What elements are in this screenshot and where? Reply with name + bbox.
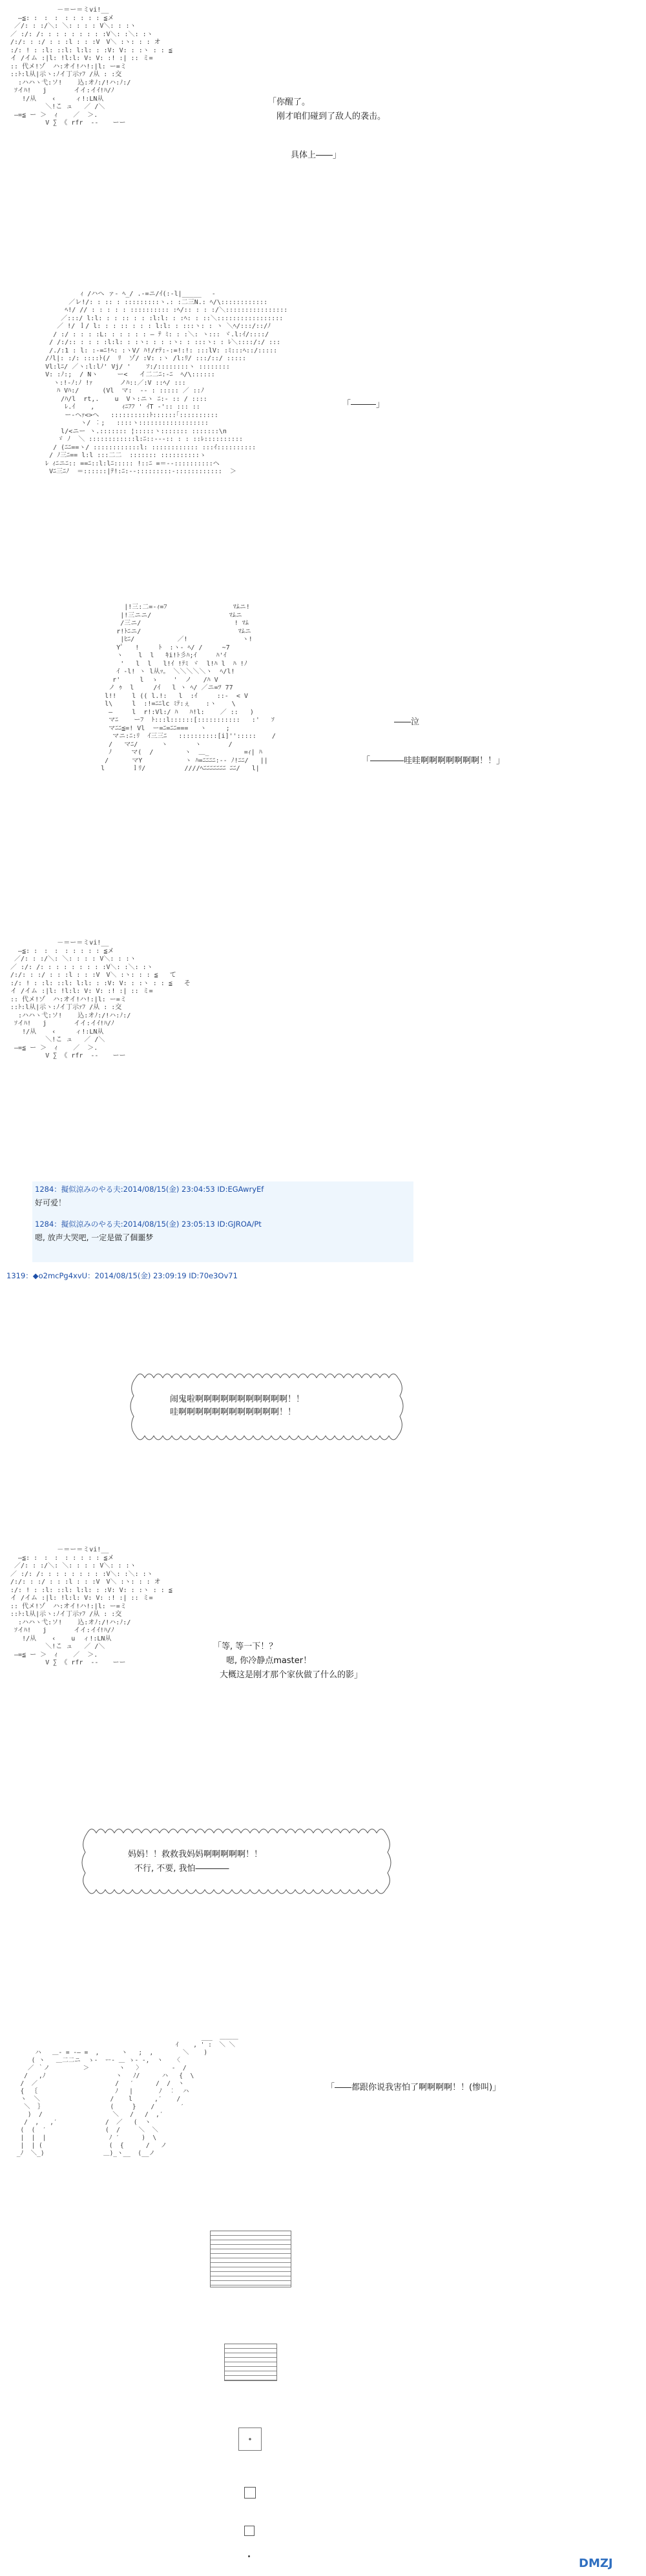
- bubble-frame: [78, 1824, 401, 1900]
- post-meta: 1319：◆o2mcPg4xvU：2014/08/15(金) 23:09:19 ID:70e3Ov71: [6, 1271, 238, 1280]
- dialogue-wait: 「等, 等一下！？: [213, 1642, 278, 1651]
- bubble-1-line-1: 闹鬼啦啊啊啊啊啊啊啊啊啊啊啊！！: [170, 1395, 305, 1404]
- bubble-2-line-1: 妈妈！！救救我妈妈啊啊啊啊啊！！: [128, 1850, 263, 1859]
- shout-bubble-mama: [78, 1824, 401, 1900]
- fade-square-2: [224, 2344, 277, 2381]
- dialogue-enemy-attack: 刚才咱们碰到了敌人的袭击。: [276, 112, 386, 121]
- fade-square-3: [238, 2428, 262, 2451]
- dialogue-you-woke-up: 「你醒了。: [268, 97, 311, 107]
- comment-2-body: 嗯, 放声大哭吧, 一定是做了個噩梦: [35, 1233, 154, 1242]
- ascii-art-character-awake: －＝ー＝ミvi!__ ―≦: : : : : : : : : ≦メ ／/: : :/＼: ＼: : : : V＼: : :ヽ ／ :/: /: : : : : : : : :V＼: :＼: :ヽ /:/: : :/ : : :l : : :V V＼ :ヽ: : : オ :/: ! : :l: ::l: l:l: : :V: V: : :ヽ : : ≦ イ /イム :|l: !l:l: V: V: :! :| :: ミ= :: 代メ!ゾ ハ:オイ!ハ!:|l: ー=ミ ::ﾄ:l从|示ヽ:ﾉイ丁示ｧﾌ /从 : :交 :ハハヽ弋:ソ! 込:オﾉ:/!ハ:ﾉ:/ ｿイﾊ! j イイ:イｲ!ﾊ/ﾉ !/从 ‹ ィ!:LN从 ＼!こ ュ ／ /＼ ―=≦ ー ＞ ｨ ／ ＞. V ∑ 《 rfr ‐‐ ーー: [10, 6, 172, 127]
- watermark-text: DMZJ: [579, 2557, 613, 2570]
- dialogue-wailing: 「――――哇哇啊啊啊啊啊啊啊！！」: [362, 756, 505, 766]
- ascii-art-struggle: ___ ＿＿＿ ｲ , ' : ＼ ＼ ハ ＿- = -― = , ヽ ; , ＼ ) ( ヽ ＿二二ニ ゝ‐ ー- ＿ ゝ‐ -, ヽ 〈 ／ ｀ノ ＞ ヽ 〉 ‐ / / ,ﾉ ヽ ﾉ/ ハ { \ / ／ / ′ / / ヽ { ｛ ﾉ | ﾉ ︰ ハ ヽ ＼ / l ,′ / ＼ ｝ ( } / ′ ) / ＼ / / ,′ / , ,′ / ／ ( ヽ ( ( ′ ( / ＼ ＼ | | | ﾉ ′ ) \ | | ( ( { / ノ _ﾉ ＼_) ＿)_ヽ__ (__ノ: [16, 2034, 238, 2157]
- dialogue-enemy-effect: 大概这是刚才那个家伙做了什么的影」: [220, 1670, 363, 1680]
- dialogue-weep: ――泣: [394, 717, 420, 727]
- dialogue-specifically: 具体上――」: [291, 150, 342, 160]
- bubble-1-line-2: 哇啊啊啊啊啊啊啊啊啊啊啊啊！！: [170, 1407, 297, 1417]
- ascii-art-character-startled: －＝ー＝ミvi!__ ―≦: : : : : : : : : ≦メ ／/: : :/＼: ＼: : : : V＼: : :ヽ ／ :/: /: : : : : : : : :V＼: :＼: :ヽ /:/: : :/ : : :l : : :V V＼ :ヽ: : : ≦ て :/: ! : :l: ::l: l:l: : :V: V: : :ヽ : : ≦ そ イ /イム :|l: !l:l: V: V: :! :| :: ミ= :: 代メ!ゾ ハ:オイ!ハ!:|l: ー=ミ ::ﾄ:l从|示ヽ:ﾉイ丁示ｧﾌ /从 : :交 :ハハヽ弋:ソ! 込:オﾉ:/!ハ:ﾉ:/ ｿイﾊ! j イイ:イｲ!ﾊ/ﾉ !/从 ‹ ィ!:LN从 ＼!こ ュ ／ /＼ ―=≦ ー ＞ ｨ ／ ＞. V ∑ 《 rfr ‐‐ ーー: [10, 939, 191, 1059]
- shout-bubble-ghost: [126, 1369, 410, 1446]
- ascii-art-character-closeup: ｨ /ハヘ ァ- ﾍ_/ .-=ニ/ｲ(:-l|_____ - ／レ!/: : :: : :::::::::ヽ.: :二三N.: ﾍ/\:::::::::::: ﾍ!/ // : : : : : :::::::::: :ﾍ/:: : : :/＼:::::::::::::::: ／:::/ l:l: : : :: : : :l:l: : :ﾍ: : ::＼::::::::::::::::: ／ !/ ｌ/ l: : : :: : : : l:l: : :::ヽ: : ヽ ＼ﾍ/:::/::/ﾉ / :/ : : : :L: : : : : : ‒ ﾃ ﾐ: : :＼: ヽ::: ヾ.l:ｲ/::::/ / /:/:: : : : :l:l: : :ヽ: : : :ヽ: : :::ヽ: : ﾚ＼::::/:/ ::: /./:1 : l: :-=ﾆ!ﾍ: :ヽV/ ﾊ!/rﾃ:-:=!:!: :::lV: :ﾐ:::ﾍ::/::::: /ﾉl|: :/: ::::ﾄ(/ ﾘ ゾ/ :V: :ヽ /l:ﾘ/ :::/::/ ::::: Vl:lﾆ/ ／ヽ:l:lﾉ' Vj/ ' ｿ:/::::::::ヽ :::::::: V: :ﾉ:; / Nヽ ー< イ二二ﾆ:-ﾆ ﾍ/\:::::: ヽ:!-ﾉ:ﾉ !ｧ ノﾊ::／:V ::ﾍ/ ::: ﾊ Vﾊ:/ (Vl マ: -‐ : ::::: ／ ::ﾉ /ﾊ/l rt,. u Vヽ:ニヽ ﾆ:‐ :: / :::: ﾚ.ｲ , ｨﾆﾌﾌ ' ｲT ‐':: ::: :: ー‐ヘｧ<>へ ::::::::::ﾄ::::::｢:::::::::: ヽ/ ︰; ::::ヽ:::::::::::::::::: l/<ニー ヽ.::::::: ¦:::::ヽ::::::: :::::::\n ゞ ﾉ ＼ ::::::::::::l:ﾆ::-‐-:: : : ::ﾚ:::::::::: / (ﾆﾆ==ヽ/ ::::::::::::l: :::::::::::: :::ｲ:::::::::: / ﾉ三ﾆ== l:l :::二二 ::::::: ::::::::::ゝ ﾚ ｨﾆニﾆ:: ==ﾆ::l:lﾆ::::: !::ﾆ =＝--::::::::::ヘ Vﾆ三ﾆﾉ ＝::::::|ﾃ!:ﾆ:-‐:::::::::-:::::::::::: ＞: [45, 291, 288, 475]
- fade-square-4: [244, 2487, 256, 2499]
- fade-square-5: [244, 2526, 255, 2536]
- comment-1-header: 1284：擬似涼みのやる夫:2014/08/15(金) 23:04:53 ID:EGAwryEf: [35, 1185, 264, 1194]
- dialogue-silence: 「―――」: [342, 400, 385, 409]
- dialogue-calm-master: 嗯, 你冷静点master！: [226, 1656, 312, 1666]
- comment-2-header: 1284：擬似涼みのやる夫:2014/08/15(金) 23:05:13 ID:GJROA/Pt: [35, 1220, 262, 1229]
- bubble-2-line-2: 不行, 不要, 我怕――――: [134, 1864, 229, 1874]
- ascii-art-character-calming: －＝ー＝ミvi!__ ―≦: : : : : : : : : ≦メ ／/: : :/＼: ＼: : : : V＼: : :ヽ ／ :/: /: : : : : : : : :V＼: :＼: :ヽ /:/: : :/ : : :l : : :V V＼ :ヽ: : : オ :/: ! : :l: ::l: l:l: : :V: V: : :ヽ : : ≦ イ /イム :|l: !l:l: V: V: :! :| :: ミ= :: 代メ!ゾ ハ:オイ!ハ!:|l: ー=ミ ::ﾄ:l从|示ヽ:ﾉイ丁示ｧﾌ /从 : :交 :ハハヽ弋:ソ! 込:オﾉ:/!ハ:ﾉ:/ ｿイﾊ! j イイ:イｲ!ﾊ/ﾉ !/从 ‹ u ィ!:LN从 ＼!こ ュ ／ /＼ ―=≦ ー ＞ ｨ ／ ＞. V ∑ 《 rfr ‐‐ ーー: [10, 1546, 172, 1666]
- reader-comments: [32, 1181, 413, 1262]
- fade-dot: [248, 2555, 250, 2557]
- fade-square-1: [210, 2231, 291, 2287]
- site-watermark-logo: [576, 2554, 641, 2572]
- comment-1-body: 好可爱！: [35, 1198, 67, 1207]
- dialogue-scream: 「――都跟你说我害怕了啊啊啊啊！！(惨叫)」: [326, 2083, 501, 2092]
- ascii-art-character-crying: |!三:二=-ｨ=ﾌ ﾏﾑニ! |!三ニニ/ ﾏﾑニ /三ニ/ ! ﾏﾑ r!ﾄﾆニ/ ﾏﾑニ |ﾋﾆ/ ／! ヽ! Yﾟ ! ﾄ :ヽ- ﾍ/ / ~7 ヽ l l ｷi!ﾄ彡ﾊ;ｲ ﾊ'ｲ ' l l l!ｲ !ﾃﾐ ヾ l!ﾊ l ﾊ !ﾉ ｲ ‐l! ヽ l从ｯ。 ＼＼＼＼＼ヽ ﾍ/l! r' l ゝ ' ノ /ﾊ V ノ ｩ l /ｲ l ヽ ﾍ/ ／ニ=ﾂ 77 l!! l (( l.!: l :ｲ ::‐ < V l\ l :!=ﾆﾆlc ﾐﾃ:ぇ :ヽ \ ‒ l r!:Vl:/ ﾊ ﾊ!l: ／ :: ) マﾆ ーﾌ ﾄ:::l::::::[::::::::::: :' ｿ マﾆﾆ≦=! Vl ー=ﾆ=ﾆﾆ=== ヽ ; マニ:ﾆ:ﾘ ｲ三三ﾆ ::::::::::[i]''::::: / / マﾆ/ ヽ ヽ / ﾉ マ( / ヽ ＿_ =ｨ| ﾊ / マY ヽ ﾊ=ﾆﾆﾆﾆ:-‐ ﾉ!ﾆﾆ/ || l ｌﾘ/ ////ﾍﾆﾆﾆﾆﾆﾆﾆ ﾆﾆ/ l|: [101, 604, 276, 772]
